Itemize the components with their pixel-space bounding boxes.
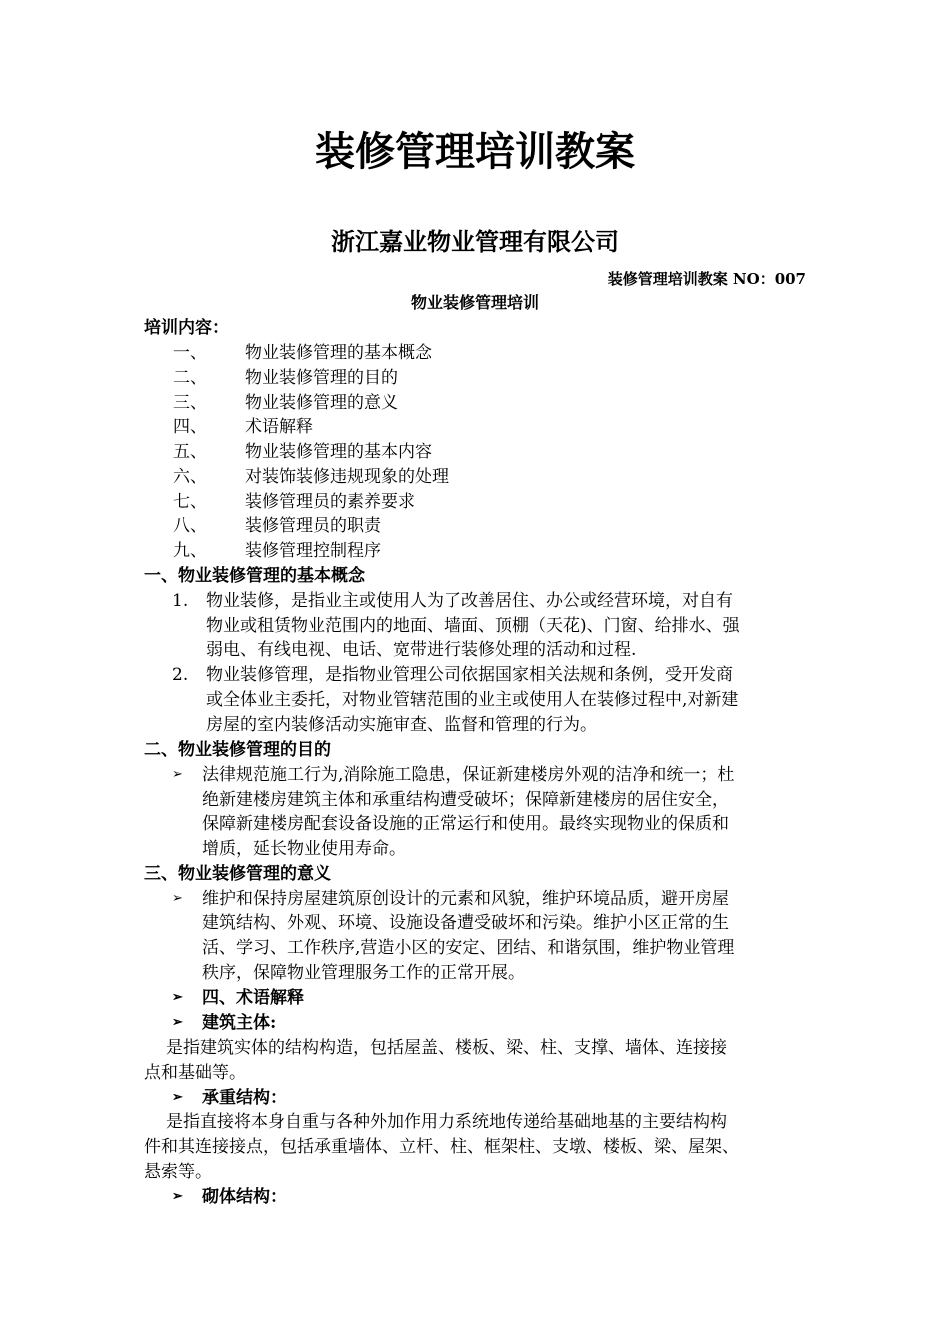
- toc-item: 物业装修管理的意义: [245, 393, 398, 413]
- toc-item: 物业装修管理的基本概念: [245, 343, 432, 363]
- arrow-bullet-icon: ➢: [172, 990, 183, 1005]
- toc-number: 三、: [173, 393, 207, 413]
- paragraph-line: 活、学习、工作秩序,营造小区的安定、团结、和谐氛围，维护物业管理: [202, 938, 735, 958]
- list-number: 1.: [172, 591, 189, 611]
- toc-item: 对装饰装修违规现象的处理: [245, 467, 449, 487]
- toc-number: 二、: [173, 368, 207, 388]
- toc-item: 术语解释: [245, 417, 313, 437]
- section-heading: 三、物业装修管理的意义: [144, 864, 331, 884]
- toc-item: 装修管理员的素养要求: [245, 492, 415, 512]
- arrow-bullet-icon: ➢: [172, 1189, 183, 1204]
- paragraph-line: 悬索等。: [144, 1162, 212, 1182]
- term-name: 承重结构：: [202, 1088, 287, 1108]
- toc-number: 六、: [173, 467, 207, 487]
- toc-number: 四、: [173, 417, 207, 437]
- list-number: 2.: [172, 665, 189, 685]
- paragraph-line: 件和其连接接点，包括承重墙体、立杆、柱、框架柱、支墩、楼板、梁、屋架、: [144, 1137, 739, 1157]
- paragraph-line: 增质，延长物业使用寿命。: [202, 839, 406, 859]
- toc-item: 物业装修管理的目的: [245, 368, 398, 388]
- company-name: 浙江嘉业物业管理有限公司: [331, 227, 619, 256]
- arrow-bullet-icon: ➢: [172, 1090, 183, 1105]
- paragraph-line: 是指直接将本身自重与各种外加作用力系统地传递给基础地基的主要结构构: [166, 1112, 727, 1132]
- arrow-bullet-icon: ➢: [172, 1015, 183, 1030]
- paragraph-line: 物业或租赁物业范围内的地面、墙面、顶棚（天花)、门窗、给排水、强: [206, 616, 740, 636]
- paragraph-line: 物业装修管理，是指物业管理公司依据国家相关法规和条例，受开发商: [206, 665, 733, 685]
- paragraph-line: 保障新建楼房配套设备设施的正常运行和使用。最终实现物业的保质和: [202, 814, 729, 834]
- paragraph-line: 建筑结构、外观、环境、设施设备遭受破坏和污染。维护小区正常的生: [202, 913, 729, 933]
- toc-item: 装修管理控制程序: [245, 541, 381, 561]
- section-heading: 四、术语解释: [202, 988, 304, 1008]
- toc-number: 七、: [173, 492, 207, 512]
- paragraph-line: 秩序，保障物业管理服务工作的正常开展。: [202, 963, 525, 983]
- term-name: 建筑主体:: [202, 1013, 277, 1033]
- toc-number: 八、: [173, 516, 207, 536]
- paragraph-line: 绝新建楼房建筑主体和承重结构遭受破坏；保障新建楼房的居住安全，: [202, 790, 729, 810]
- paragraph-line: 法律规范施工行为,消除施工隐患，保证新建楼房外观的洁净和统一；杜: [202, 765, 735, 785]
- document-subtitle: 物业装修管理培训: [410, 293, 539, 312]
- paragraph-line: 是指建筑实体的结构构造，包括屋盖、楼板、梁、柱、支撑、墙体、连接接: [166, 1038, 727, 1058]
- toc-number: 一、: [173, 343, 207, 363]
- paragraph-line: 物业装修，是指业主或使用人为了改善居住、办公或经营环境，对自有: [206, 591, 733, 611]
- paragraph-line: 弱电、有线电视、电话、宽带进行装修处理的活动和过程.: [206, 640, 637, 660]
- toc-number: 九、: [173, 541, 207, 561]
- arrow-bullet-icon: ➢: [172, 891, 183, 906]
- paragraph-line: 维护和保持房屋建筑原创设计的元素和风貌，维护环境品质，避开房屋: [202, 889, 729, 909]
- section-heading: 一、物业装修管理的基本概念: [144, 566, 365, 586]
- toc-item: 物业装修管理的基本内容: [245, 442, 432, 462]
- paragraph-line: 房屋的室内装修活动实施审查、监督和管理的行为。: [206, 715, 597, 735]
- toc-number: 五、: [173, 442, 207, 462]
- paragraph-line: 点和基础等。: [144, 1063, 246, 1083]
- contents-label: 培训内容：: [144, 318, 229, 338]
- page-title: 装修管理培训教案: [315, 128, 635, 175]
- toc-item: 装修管理员的职责: [245, 516, 381, 536]
- section-heading: 二、物业装修管理的目的: [144, 740, 331, 760]
- arrow-bullet-icon: ➢: [172, 767, 183, 782]
- term-name: 砌体结构：: [202, 1187, 287, 1207]
- paragraph-line: 或全体业主委托，对物业管辖范围的业主或使用人在装修过程中,对新建: [206, 690, 739, 710]
- document-number: 装修管理培训教案 NO：007: [607, 270, 806, 288]
